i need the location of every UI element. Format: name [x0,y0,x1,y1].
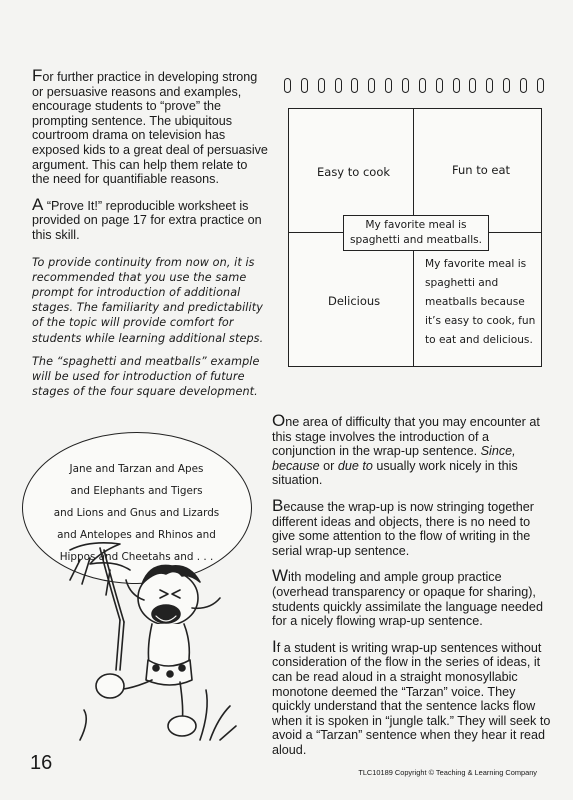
spiral-ring-icon [419,78,426,93]
square-bottom-right: My favorite meal is spaghetti and meatballs because it’s easy to cook, fun to eat and delicious. [425,258,536,346]
square-top-left: Easy to cook [317,165,391,179]
paragraph-text: “Prove It!” reproducible worksheet is provided on page 17 for extra practice on this skill. [32,198,262,242]
conjunction-paragraph [272,411,554,488]
drop-cap: I [272,636,277,656]
spiral-ring-icon [402,78,409,93]
bubble-line: Jane and Tarzan and Apes [69,463,204,475]
paragraph-text: usually work nicely in this situation. [272,458,518,488]
drop-cap: B [272,495,284,515]
tarzan-cartoon-icon [60,540,240,745]
bubble-line: Hippos and Cheetahs and . . . [59,551,214,563]
practice-paragraph [32,66,268,187]
spiral-ring-icon [503,78,510,93]
bubble-line: and Lions and Gnus and Lizards [53,507,220,519]
paragraph-text: ith modeling and ample group practice (overhead transparency or opaque for sharing), students quickly assimilate the language needed for a nicely flowing wrap-up sentence. [272,570,543,629]
square-top-right: Fun to eat [452,163,511,177]
page-number: 16 [30,752,53,774]
tarzan-paragraph [272,636,554,758]
drop-cap: W [272,566,289,586]
paragraph-text: ecause the wrap-up is now stringing together different ideas and objects, there is no need to give some attention to the flow of writing in the serial wrap-up sentence. [272,499,534,558]
spiral-ring-icon [301,78,308,93]
paragraph-text: or [319,458,338,473]
right-column [272,411,554,769]
continuity-note: To provide continuity from now on, it is recommended that you use the same prompt for introduction of additional stages. The familiarity and predictability of the topic will provide comfort for students while learning additional steps. [32,255,264,345]
copyright-line: TLC10189 Copyright © Teaching & Learning Company [358,768,537,777]
spiral-ring-icon [436,78,443,93]
spiral-ring-icon [385,78,392,93]
spiral-ring-icon [453,78,460,93]
italic-text: Since, because [272,444,516,473]
spiral-ring-icon [318,78,325,93]
bubble-line: and Elephants and Tigers [70,485,203,497]
example-note: The “spaghetti and meatballs” example will be used for introduction of future stages of the four square development. [32,354,260,399]
square-bottom-left: Delicious [328,294,381,308]
left-column [32,66,268,407]
spiral-ring-icon [469,78,476,93]
flow-paragraph [272,495,554,558]
spiral-ring-icon [351,78,358,93]
modeling-paragraph [272,566,554,629]
drop-cap: F [32,66,43,85]
paragraph-text: or further practice in developing strong or persuasive reasons and examples, encourage students to “prove” the prompting sentence. The ubiquitous courtroom drama on television has exposed kids to a great deal of persuasive argument. This can help them relate to the need for quantifiable reasons. [32,70,268,187]
center-line-2: spaghetti and meatballs. [349,234,483,246]
center-line-1: My favorite meal is [365,219,467,231]
italic-text: due to [337,458,373,473]
four-square-diagram [288,108,542,367]
spiral-ring-icon [368,78,375,93]
notebook-spiral [284,78,544,96]
drop-cap: A [32,194,44,214]
spiral-ring-icon [537,78,544,93]
drop-cap: O [272,411,286,430]
spiral-ring-icon [284,78,291,93]
center-topic-box [343,215,489,251]
paragraph-text: ne area of difficulty that you may encounter at this stage involves the introduction of a conjunction in the wrap-up sentence. [272,415,540,459]
spiral-ring-icon [486,78,493,93]
spiral-ring-icon [520,78,527,93]
bubble-line: and Antelopes and Rhinos and [57,529,216,541]
worksheet-paragraph [32,194,268,243]
paragraph-text: f a student is writing wrap-up sentences without consideration of the flow in the series of ideas, it can be read aloud in a straight monosyllabic monotone deemed the “Tarzan” voice. They quickly understand that the sentence lacks flow when it is spoken in “jungle talk.” They will seek to avoid a “Tarzan” sentence when they hear it read aloud. [272,640,551,757]
spiral-ring-icon [335,78,342,93]
